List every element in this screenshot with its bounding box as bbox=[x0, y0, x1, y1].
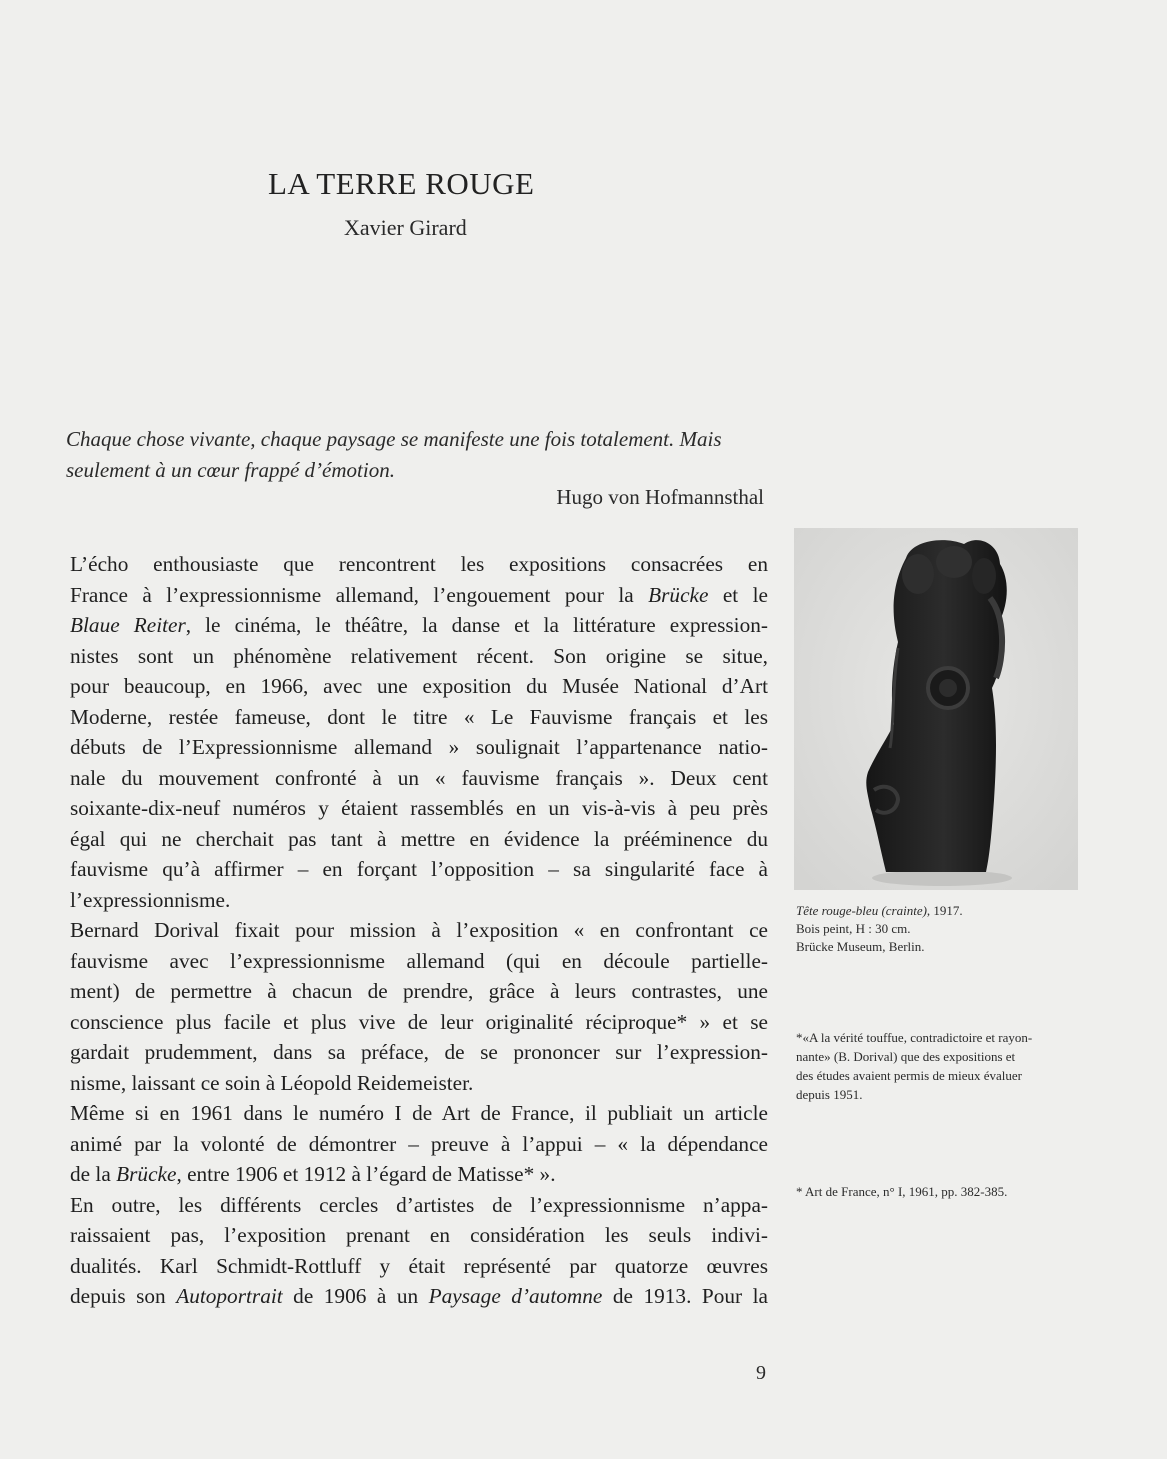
sculpture-photo bbox=[794, 528, 1078, 890]
body-line: débuts de l’Expressionnisme allemand » soulignait l’appartenance natio- bbox=[70, 735, 768, 759]
article-author: Xavier Girard bbox=[344, 215, 467, 240]
caption-line: Bois peint, H : 30 cm. bbox=[796, 921, 911, 936]
footnote-dorival bbox=[796, 1028, 1086, 1104]
epigraph-line: Chaque chose vivante, chaque paysage se manifeste une fois totalement. Mais bbox=[66, 427, 722, 451]
body-line: ment) de permettre à chacun de prendre, grâce à leurs contrastes, une bbox=[70, 979, 768, 1003]
body-text bbox=[70, 549, 768, 1312]
epigraph bbox=[66, 424, 766, 486]
epigraph-line: seulement à un cœur frappé d’émotion. bbox=[66, 458, 395, 482]
body-line: animé par la volonté de démontrer – preuve à l’appui – « la dépendance bbox=[70, 1131, 768, 1156]
carved-head-image bbox=[794, 528, 1078, 890]
body-line: gardait prudemment, dans sa préface, de se prononcer sur l’expression- bbox=[70, 1040, 768, 1064]
body-line: nale du mouvement confronté à un « fauvisme français ». Deux cent bbox=[70, 765, 768, 790]
body-line: nisme, laissant ce soin à Léopold Reidemeister. bbox=[70, 1070, 474, 1095]
body-line: En outre, les différents cercles d’artistes de l’expressionnisme n’appa- bbox=[70, 1192, 768, 1217]
body-line: pour beaucoup, en 1966, avec une exposition du Musée National d’Art bbox=[70, 674, 768, 698]
body-line: Moderne, restée fameuse, dont le titre « Le Fauvisme français et les bbox=[70, 704, 768, 729]
footnote-line: depuis 1951. bbox=[796, 1087, 863, 1102]
body-line: dualités. Karl Schmidt-Rottluff y était représenté par quatorze œuvres bbox=[70, 1253, 768, 1278]
body-line: soixante-dix-neuf numéros y étaient rassemblés en un vis-à-vis à peu près bbox=[70, 796, 768, 820]
body-line: l’expressionnisme. bbox=[70, 887, 231, 912]
figure-caption bbox=[796, 902, 1086, 956]
body-line: depuis son Autoportrait de 1906 à un Paysage d’automne de 1913. Pour la bbox=[70, 1284, 768, 1308]
caption-line: Brücke Museum, Berlin. bbox=[796, 939, 925, 954]
page-number: 9 bbox=[756, 1362, 766, 1384]
body-line: égal qui ne cherchait pas tant à mettre en évidence la prééminence du bbox=[70, 826, 768, 851]
footnote-line: nante» (B. Dorival) que des expositions et bbox=[796, 1049, 1016, 1064]
body-line: de la Brücke, entre 1906 et 1912 à l’égard de Matisse* ». bbox=[70, 1162, 556, 1186]
body-line: nistes sont un phénomène relativement récent. Son origine se situe, bbox=[70, 643, 768, 668]
body-line: Blaue Reiter, le cinéma, le théâtre, la danse et la littérature expression- bbox=[70, 613, 768, 637]
article-title: LA TERRE ROUGE bbox=[268, 166, 535, 201]
body-line: Même si en 1961 dans le numéro I de Art de France, il publiait un article bbox=[70, 1101, 768, 1125]
footnote-line: des études avaient permis de mieux évaluer bbox=[796, 1068, 1022, 1083]
body-line: fauvisme qu’à affirmer – en forçant l’opposition – sa singularité face à bbox=[70, 857, 768, 881]
caption-line: Tête rouge-bleu (crainte), 1917. bbox=[796, 903, 963, 918]
body-line: Bernard Dorival fixait pour mission à l’exposition « en confrontant ce bbox=[70, 918, 768, 942]
footnote-art-de-france: * Art de France, n° I, 1961, pp. 382-385. bbox=[796, 1184, 1008, 1199]
footnote-line: *«A la vérité touffue, contradictoire et rayon- bbox=[796, 1030, 1033, 1045]
body-line: France à l’expressionnisme allemand, l’engouement pour la Brücke et le bbox=[70, 582, 768, 607]
epigraph-attribution: Hugo von Hofmannsthal bbox=[556, 485, 764, 509]
body-line: raissaient pas, l’exposition prenant en considération les seuls indivi- bbox=[70, 1223, 768, 1247]
body-line: fauvisme avec l’expressionnisme allemand (qui en découle partielle- bbox=[70, 948, 768, 973]
body-line: L’écho enthousiaste que rencontrent les expositions consacrées en bbox=[70, 552, 768, 576]
body-line: conscience plus facile et plus vive de leur originalité réciproque* » et se bbox=[70, 1009, 768, 1034]
